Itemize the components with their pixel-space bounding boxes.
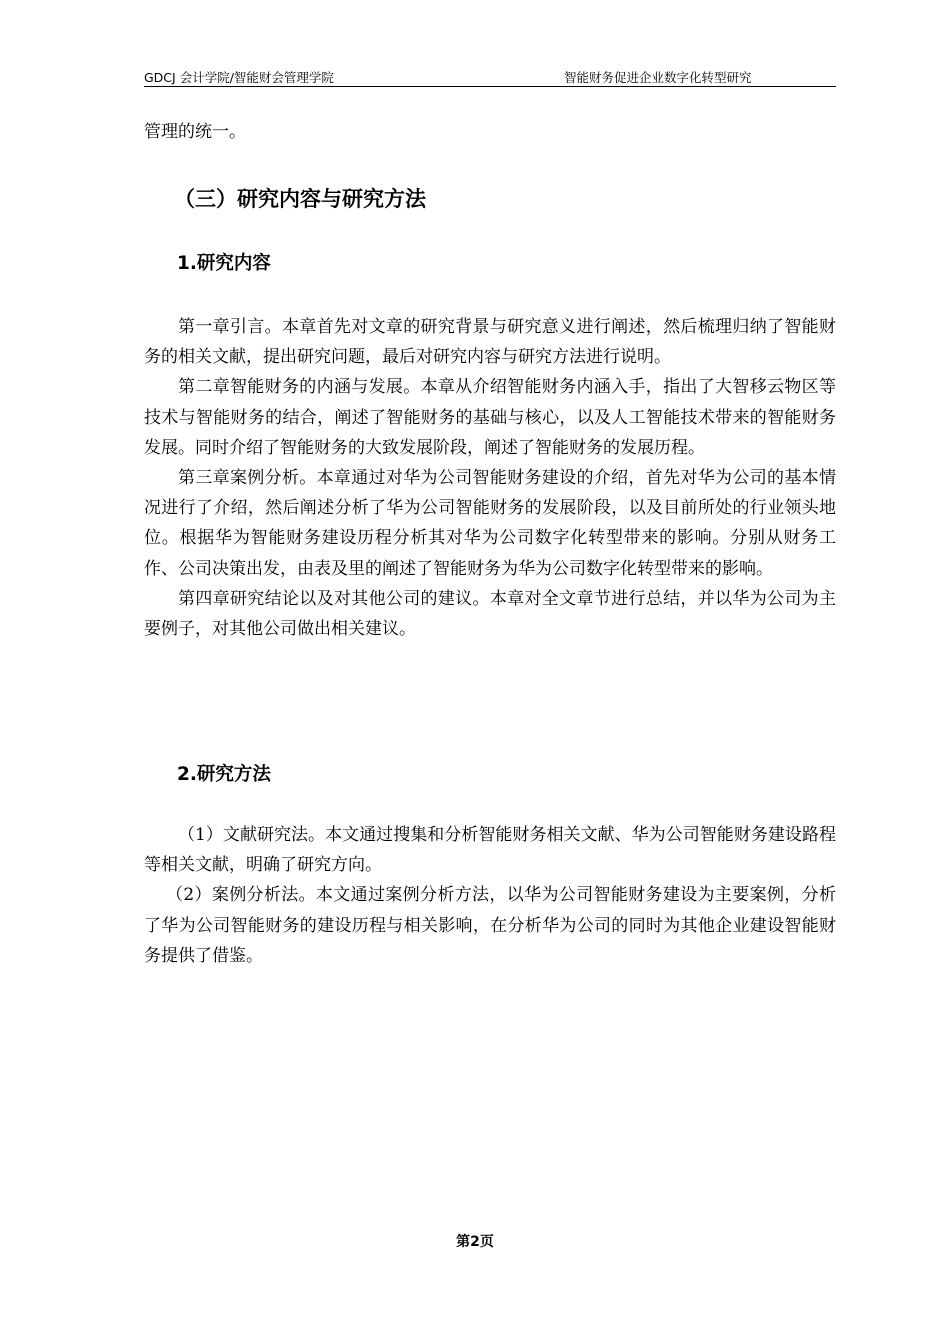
paragraph-chapter1: 第一章引言。本章首先对文章的研究背景与研究意义进行阐述，然后梳理归纳了智能财务的相关文献，提出研究问题，最后对研究内容与研究方法进行说明。 — [144, 317, 836, 368]
page-header — [144, 64, 836, 87]
research-content-paragraphs — [144, 312, 836, 644]
paragraph-chapter2: 第二章智能财务的内涵与发展。本章从介绍智能财务内涵入手，指出了大智移云物区等技术与智能财务的结合，阐述了智能财务的基础与核心，以及人工智能技术带来的智能财务发展。同时介绍了智能财务的大致发展阶段，阐述了智能财务的发展历程。 — [144, 377, 836, 458]
lead-text: 管理的统一。 — [144, 122, 246, 142]
paragraph-chapter4: 第四章研究结论以及对其他公司的建议。本章对全文章节进行总结，并以华为公司为主要例子，对其他公司做出相关建议。 — [144, 588, 836, 640]
paragraph-method2: （2）案例分析法。本文通过案例分析方法，以华为公司智能财务建设为主要案例，分析了华为公司智能财务的建设历程与相关影响，在分析华为公司的同时为其他企业建设智能财务提供了借鉴。 — [144, 885, 836, 966]
research-methods-paragraphs — [144, 820, 836, 971]
page-number: 第2页 — [456, 1234, 494, 1250]
subsection-heading-content: 1.研究内容 — [177, 253, 271, 274]
paragraph-method1: （1）文献研究法。本文通过搜集和分析智能财务相关文献、华为公司智能财务建设路程等相关文献，明确了研究方向。 — [144, 825, 836, 876]
header-paper-title: 智能财务促进企业数字化转型研究 — [564, 70, 752, 85]
subsection-heading-methods: 2.研究方法 — [177, 764, 271, 785]
header-institution: GDCJ 会计学院/智能财会管理学院 — [144, 70, 334, 85]
section-heading: （三）研究内容与研究方法 — [174, 187, 426, 211]
paragraph-chapter3: 第三章案例分析。本章通过对华为公司智能财务建设的介绍，首先对华为公司的基本情况进行了介绍，然后阐述分析了华为公司智能财务的发展阶段，以及目前所处的行业领头地位。根据华为智能财务建设历程分析其对华为公司数字化转型带来的影响。分别从财务工作、公司决策出发，由表及里的阐述了智能财务为华为公司数字化转型带来的影响。 — [144, 468, 836, 579]
